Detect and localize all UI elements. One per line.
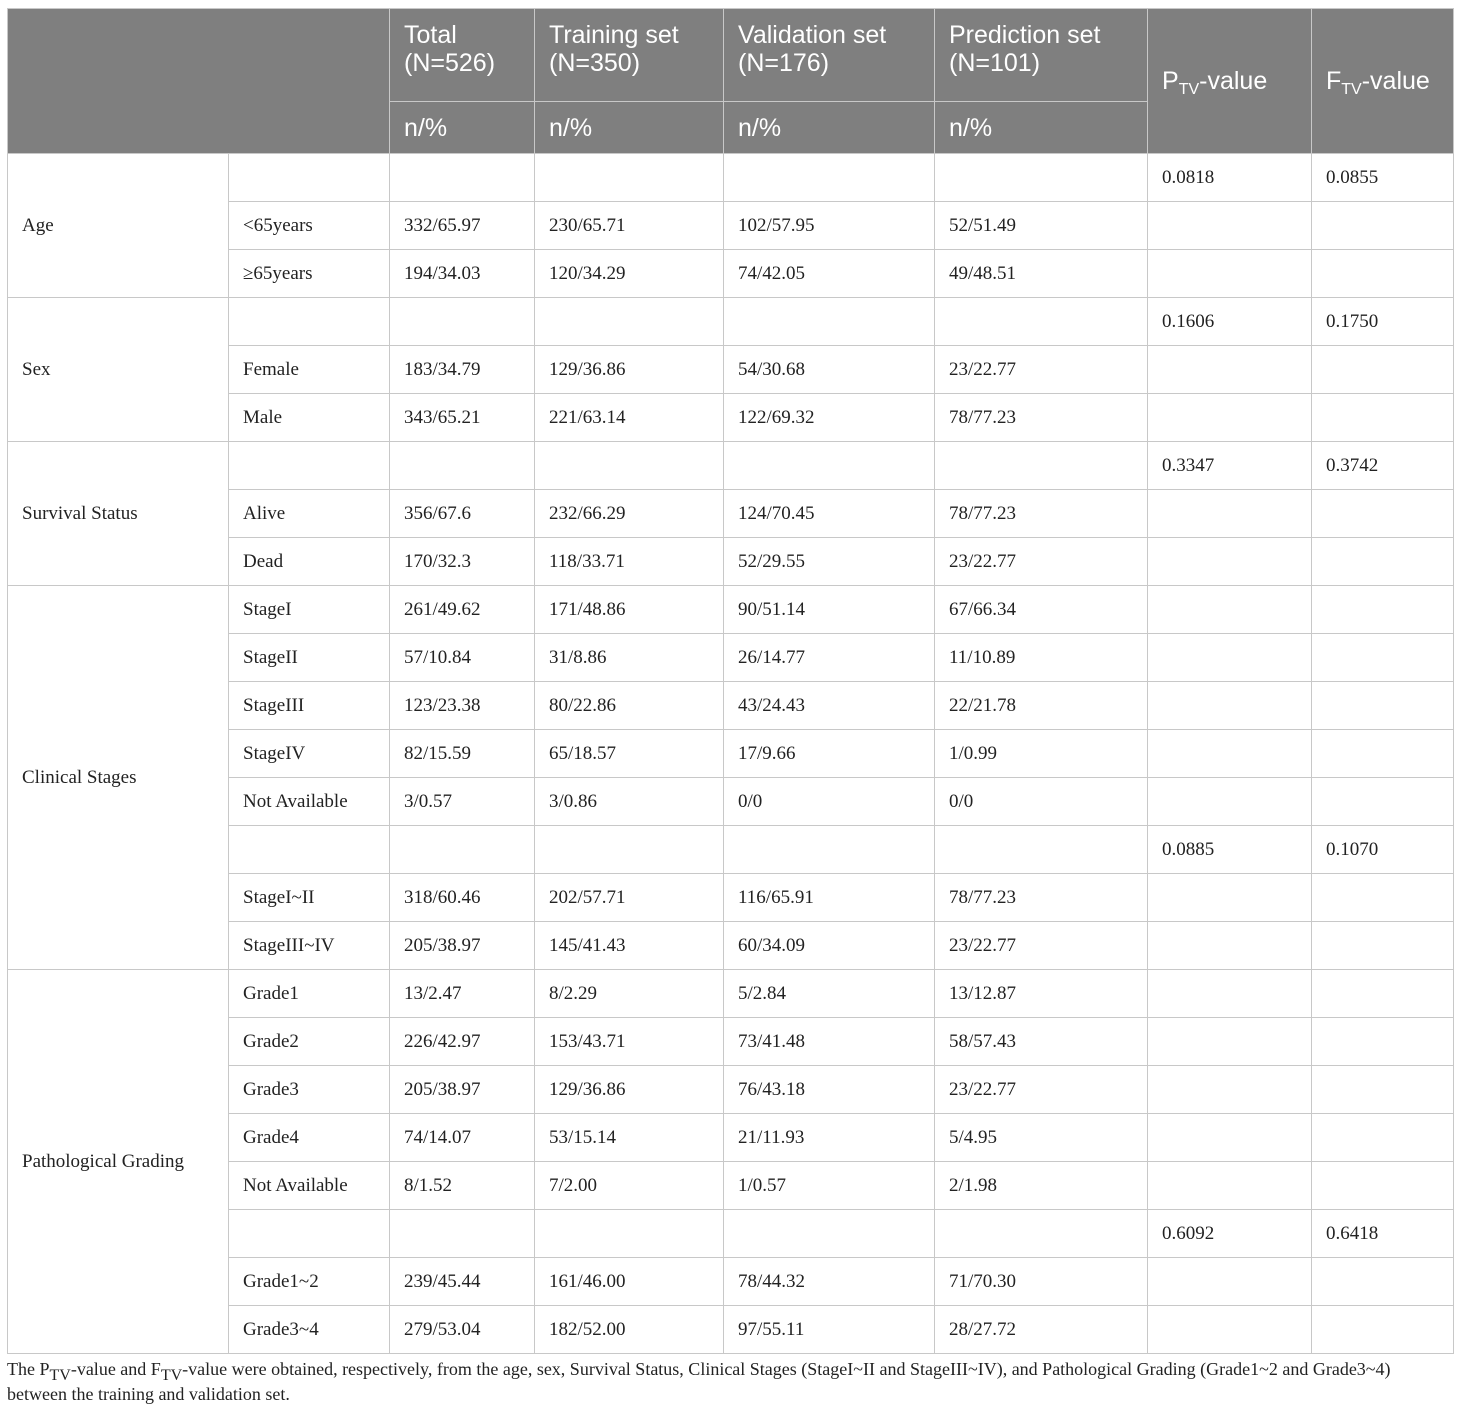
f-value-cell [1312,778,1454,826]
total-cell: 205/38.97 [390,1066,535,1114]
total-cell [390,442,535,490]
header-unit-training: n/% [535,102,724,154]
prediction-cell: 78/77.23 [935,874,1148,922]
f-value-cell [1312,346,1454,394]
subgroup-cell: Grade1 [229,970,390,1018]
prediction-cell [935,442,1148,490]
f-value-cell [1312,1114,1454,1162]
prediction-cell: 5/4.95 [935,1114,1148,1162]
prediction-cell [935,298,1148,346]
subgroup-cell [229,826,390,874]
subgroup-cell: StageI [229,586,390,634]
header-unit-validation: n/% [724,102,935,154]
p-value-cell [1148,778,1312,826]
training-cell [535,442,724,490]
subgroup-cell [229,442,390,490]
f-value-cell [1312,1066,1454,1114]
training-cell: 153/43.71 [535,1018,724,1066]
prediction-cell: 52/51.49 [935,202,1148,250]
subgroup-cell: StageII [229,634,390,682]
validation-cell: 122/69.32 [724,394,935,442]
validation-cell: 97/55.11 [724,1306,935,1354]
training-cell: 31/8.86 [535,634,724,682]
total-cell: 343/65.21 [390,394,535,442]
training-cell [535,1210,724,1258]
header-validation-set: Validation set (N=176) [724,9,935,102]
group-label: Pathological Grading [8,970,229,1354]
total-cell [390,1210,535,1258]
subgroup-cell: Not Available [229,778,390,826]
training-cell: 182/52.00 [535,1306,724,1354]
f-value-cell [1312,586,1454,634]
p-value-cell: 0.3347 [1148,442,1312,490]
p-value-cell [1148,1114,1312,1162]
f-value-cell [1312,874,1454,922]
prediction-cell [935,154,1148,202]
validation-cell: 116/65.91 [724,874,935,922]
header-training-set: Training set (N=350) [535,9,724,102]
validation-cell: 52/29.55 [724,538,935,586]
total-cell: 8/1.52 [390,1162,535,1210]
total-cell: 194/34.03 [390,250,535,298]
validation-cell: 26/14.77 [724,634,935,682]
validation-cell: 74/42.05 [724,250,935,298]
total-cell: 82/15.59 [390,730,535,778]
training-cell: 7/2.00 [535,1162,724,1210]
validation-cell: 73/41.48 [724,1018,935,1066]
validation-cell [724,826,935,874]
f-value-cell: 0.1750 [1312,298,1454,346]
f-value-cell: 0.3742 [1312,442,1454,490]
subgroup-cell: StageIV [229,730,390,778]
prediction-cell: 71/70.30 [935,1258,1148,1306]
subgroup-cell: Dead [229,538,390,586]
subgroup-cell: Grade4 [229,1114,390,1162]
subgroup-cell [229,298,390,346]
training-cell [535,298,724,346]
prediction-cell: 23/22.77 [935,346,1148,394]
f-value-cell [1312,682,1454,730]
f-value-cell [1312,538,1454,586]
group-label: Survival Status [8,442,229,586]
prediction-cell: 67/66.34 [935,586,1148,634]
training-cell: 65/18.57 [535,730,724,778]
training-cell: 3/0.86 [535,778,724,826]
f-value-cell [1312,970,1454,1018]
subgroup-cell: Male [229,394,390,442]
training-cell: 120/34.29 [535,250,724,298]
training-cell: 53/15.14 [535,1114,724,1162]
f-value-cell [1312,250,1454,298]
header-unit-prediction: n/% [935,102,1148,154]
table-row [8,970,1454,1018]
subgroup-cell: Grade1~2 [229,1258,390,1306]
total-cell: 205/38.97 [390,922,535,970]
p-value-cell [1148,250,1312,298]
validation-cell: 17/9.66 [724,730,935,778]
group-label: Sex [8,298,229,442]
validation-cell [724,442,935,490]
group-label: Age [8,154,229,298]
p-value-cell [1148,202,1312,250]
f-value-cell [1312,634,1454,682]
validation-cell: 90/51.14 [724,586,935,634]
validation-cell: 76/43.18 [724,1066,935,1114]
total-cell: 74/14.07 [390,1114,535,1162]
table-body [8,154,1454,1354]
prediction-cell: 78/77.23 [935,490,1148,538]
training-cell: 221/63.14 [535,394,724,442]
p-value-cell [1148,538,1312,586]
p-value-cell: 0.0885 [1148,826,1312,874]
header-blank [8,9,390,154]
prediction-cell: 13/12.87 [935,970,1148,1018]
p-value-cell [1148,634,1312,682]
p-value-cell: 0.6092 [1148,1210,1312,1258]
training-cell: 230/65.71 [535,202,724,250]
prediction-cell: 0/0 [935,778,1148,826]
subgroup-cell: Grade3 [229,1066,390,1114]
baseline-characteristics-table [7,8,1454,1354]
table-row [8,298,1454,346]
subgroup-cell: Grade2 [229,1018,390,1066]
validation-cell [724,1210,935,1258]
header-f-value: $F_{TV}$-value [1312,9,1454,154]
training-cell: 129/36.86 [535,346,724,394]
f-value-cell [1312,1018,1454,1066]
f-value-cell: 0.1070 [1312,826,1454,874]
prediction-cell: 49/48.51 [935,250,1148,298]
subgroup-cell: StageIII [229,682,390,730]
validation-cell: 5/2.84 [724,970,935,1018]
prediction-cell: 22/21.78 [935,682,1148,730]
prediction-cell: 23/22.77 [935,1066,1148,1114]
f-value-cell [1312,394,1454,442]
subgroup-cell: Alive [229,490,390,538]
f-value-cell [1312,1306,1454,1354]
training-cell: 145/41.43 [535,922,724,970]
prediction-cell: 28/27.72 [935,1306,1148,1354]
subgroup-cell [229,154,390,202]
subgroup-cell: Female [229,346,390,394]
validation-cell: 60/34.09 [724,922,935,970]
validation-cell: 124/70.45 [724,490,935,538]
p-value-cell [1148,970,1312,1018]
validation-cell: 43/24.43 [724,682,935,730]
f-value-cell: 0.0855 [1312,154,1454,202]
p-value-cell [1148,682,1312,730]
validation-cell: 102/57.95 [724,202,935,250]
subgroup-cell [229,1210,390,1258]
total-cell: 170/32.3 [390,538,535,586]
total-cell: 332/65.97 [390,202,535,250]
subgroup-cell: Grade3~4 [229,1306,390,1354]
header-total: Total (N=526) [390,9,535,102]
training-cell: 171/48.86 [535,586,724,634]
total-cell [390,154,535,202]
total-cell: 356/67.6 [390,490,535,538]
prediction-cell: 11/10.89 [935,634,1148,682]
table-container [7,8,1453,1354]
p-value-cell [1148,1306,1312,1354]
p-value-cell [1148,490,1312,538]
p-value-cell [1148,1258,1312,1306]
validation-cell [724,154,935,202]
table-header [8,9,1454,154]
validation-cell: 0/0 [724,778,935,826]
validation-cell: 54/30.68 [724,346,935,394]
f-value-cell [1312,1258,1454,1306]
total-cell: 123/23.38 [390,682,535,730]
prediction-cell: 2/1.98 [935,1162,1148,1210]
p-value-cell [1148,394,1312,442]
validation-cell: 21/11.93 [724,1114,935,1162]
subgroup-cell: ≥65years [229,250,390,298]
total-cell [390,826,535,874]
total-cell: 239/45.44 [390,1258,535,1306]
header-p-value: $P_{TV}$-value [1148,9,1312,154]
total-cell: 13/2.47 [390,970,535,1018]
p-value-cell [1148,1162,1312,1210]
training-cell: 129/36.86 [535,1066,724,1114]
f-value-cell [1312,202,1454,250]
total-cell [390,298,535,346]
p-value-cell [1148,874,1312,922]
f-value-cell [1312,490,1454,538]
subgroup-cell: StageI~II [229,874,390,922]
total-cell: 3/0.57 [390,778,535,826]
header-prediction-set: Prediction set (N=101) [935,9,1148,102]
total-cell: 183/34.79 [390,346,535,394]
p-value-cell [1148,1066,1312,1114]
f-value-cell [1312,922,1454,970]
training-cell [535,154,724,202]
p-value-cell [1148,730,1312,778]
p-value-cell [1148,922,1312,970]
prediction-cell [935,826,1148,874]
training-cell: 161/46.00 [535,1258,724,1306]
subgroup-cell: Not Available [229,1162,390,1210]
subgroup-cell: StageIII~IV [229,922,390,970]
p-value-cell [1148,586,1312,634]
p-value-cell [1148,346,1312,394]
prediction-cell: 1/0.99 [935,730,1148,778]
training-cell: 80/22.86 [535,682,724,730]
training-cell [535,826,724,874]
f-value-cell [1312,730,1454,778]
group-label: Clinical Stages [8,586,229,970]
total-cell: 226/42.97 [390,1018,535,1066]
total-cell: 318/60.46 [390,874,535,922]
total-cell: 261/49.62 [390,586,535,634]
prediction-cell [935,1210,1148,1258]
training-cell: 118/33.71 [535,538,724,586]
p-value-cell [1148,1018,1312,1066]
p-value-cell: 0.1606 [1148,298,1312,346]
table-footnote: The $P_{TV}$-value and $F_{TV}$-value were obtained, respectively, from the age, sex, Survival Status, Clinical Stages (StageI~II and StageIII~IV), and Pathological Grading (Grade1~2 and Grade3~4) between the training and validation set. [7,1359,1391,1404]
f-value-cell: 0.6418 [1312,1210,1454,1258]
training-cell: 202/57.71 [535,874,724,922]
table-row [8,442,1454,490]
validation-cell [724,298,935,346]
total-cell: 57/10.84 [390,634,535,682]
table-row [8,586,1454,634]
subgroup-cell: <65years [229,202,390,250]
training-cell: 232/66.29 [535,490,724,538]
table-row [8,154,1454,202]
validation-cell: 78/44.32 [724,1258,935,1306]
header-unit-total: n/% [390,102,535,154]
p-value-cell: 0.0818 [1148,154,1312,202]
training-cell: 8/2.29 [535,970,724,1018]
prediction-cell: 58/57.43 [935,1018,1148,1066]
validation-cell: 1/0.57 [724,1162,935,1210]
total-cell: 279/53.04 [390,1306,535,1354]
prediction-cell: 23/22.77 [935,922,1148,970]
f-value-cell [1312,1162,1454,1210]
prediction-cell: 23/22.77 [935,538,1148,586]
prediction-cell: 78/77.23 [935,394,1148,442]
